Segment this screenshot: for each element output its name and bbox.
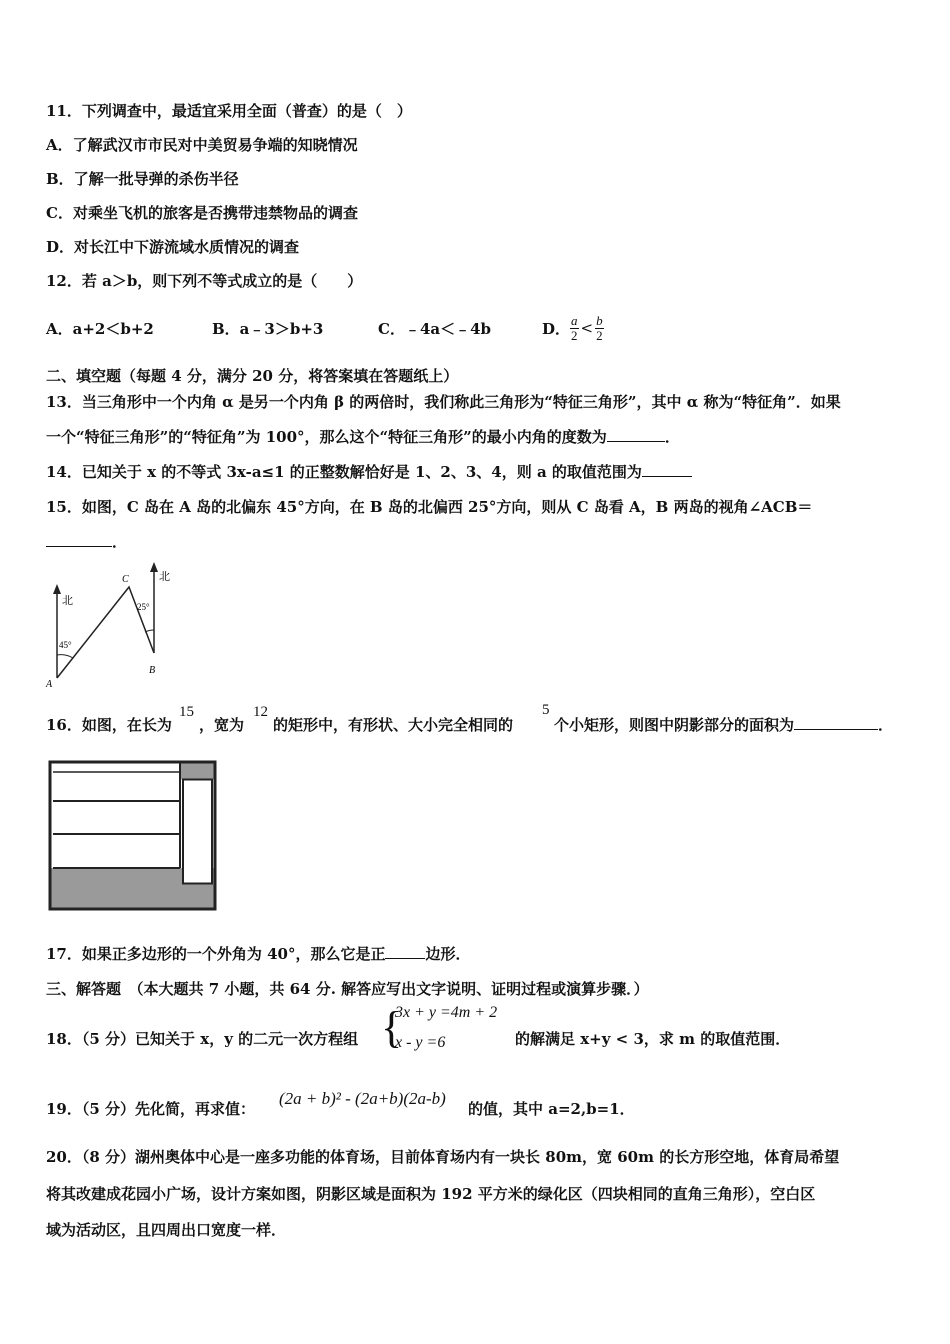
q11-option-c: C．对乘坐飞机的旅客是否携带违禁物品的调查 (46, 204, 358, 222)
point-label-c: C (122, 574, 129, 585)
shaded-region-top-right (180, 764, 214, 780)
q12-option-c: C．﹣4a＜﹣4b (378, 320, 492, 338)
q19-part1: 19．（5 分）先化简，再求值： (46, 1100, 256, 1118)
q12-option-d-label: D． (542, 319, 571, 338)
answer-blank (794, 715, 878, 730)
fraction-right-num: b (596, 312, 603, 328)
q13-line2-end: ． (664, 428, 680, 446)
north-arrow-b-icon (150, 562, 158, 572)
point-label-a: A (46, 679, 53, 690)
q16-part4-line (554, 715, 893, 735)
q14-text: 14．已知关于 x 的不等式 3x-a≤1 的正整数解恰好是 1、2、3、4，则 a 的取值范围为 (46, 463, 642, 481)
fraction-left (570, 314, 579, 343)
section-3-heading: 三、解答题 （本大题共 7 小题，共 64 分. 解答应写出文字说明、证明过程或演算步骤．） (46, 980, 649, 998)
fraction-left-num: a (571, 312, 578, 328)
fraction-right (595, 314, 604, 343)
q16-part1: 16．如图，在长为 (46, 716, 172, 734)
q12-option-a: A．a+2＜b+2 (46, 320, 154, 338)
q14-line (46, 462, 692, 482)
q11-stem: 11．下列调查中，最适宜采用全面（普查）的是（ ） (46, 102, 412, 120)
equation-2: x - y =6 (395, 1034, 446, 1051)
q18-part1: 18．（5 分）已知关于 x，y 的二元一次方程组 (46, 1030, 359, 1048)
q20-line3: 域为活动区，且四周出口宽度一样． (46, 1221, 287, 1239)
q12-option-d (542, 309, 604, 347)
q16-part4: 个小矩形，则图中阴影部分的面积为 (554, 716, 795, 734)
q16-figure (48, 760, 218, 912)
q12-option-b: B．a﹣3＞b+3 (212, 320, 324, 338)
q17-part1: 17．如果正多边形的一个外角为 40°，那么它是正 (46, 945, 386, 963)
north-label-a: 北 (62, 594, 73, 607)
q13-line2 (46, 427, 680, 447)
q16-part2: ，宽为 (199, 716, 245, 734)
q18-part2: 的解满足 x+y < 3，求 m 的取值范围． (515, 1030, 791, 1048)
q11-option-a: A．了解武汉市市民对中美贸易争端的知晓情况 (46, 136, 358, 154)
fraction-right-den: 2 (596, 327, 603, 343)
q16-length: 15 (179, 704, 194, 720)
q16-part3: 的矩形中，有形状、大小完全相同的 (273, 716, 514, 734)
q19-expression: (2a + b)² - (2a+b)(2a-b) (279, 1089, 446, 1108)
angle-arc-b (145, 630, 154, 632)
answer-blank (385, 944, 425, 959)
point-label-b: B (149, 665, 156, 676)
q12-stem: 12．若 a＞b，则下列不等式成立的是（ ） (46, 272, 363, 290)
fraction-left-den: 2 (571, 327, 578, 343)
q20-line1: 20．（8 分）湖州奥体中心是一座多功能的体育场，目前体育场内有一块长 80m，宽 60m 的长方形空地，体育局希望 (46, 1148, 840, 1166)
q17-part2: 边形． (425, 945, 471, 963)
q15-blank-line (46, 532, 127, 552)
q13-line1: 13．当三角形中一个内角 α 是另一个内角 β 的两倍时，我们称此三角形为“特征三角形”，其中 α 称为“特征角”．如果 (46, 393, 841, 411)
section-2-heading: 二、填空题（每题 4 分，满分 20 分，将答案填在答题纸上） (46, 367, 459, 385)
q20-line2: 将其改建成花园小广场，设计方案如图，阴影区域是面积为 192 平方米的绿化区（四块相同的直角三角形），空白区 (46, 1185, 816, 1203)
answer-blank (642, 462, 692, 477)
q16-count: 5 (542, 702, 550, 718)
q15-end: ． (112, 533, 128, 551)
q19-part2: 的值，其中 a=2,b=1． (468, 1100, 635, 1118)
less-than-sign: < (580, 319, 594, 337)
angle-arc-a (57, 655, 73, 658)
q11-option-d: D．对长江中下游流域水质情况的调查 (46, 238, 300, 256)
answer-blank (46, 532, 112, 547)
q15-figure (40, 560, 190, 690)
q13-line2-text: 一个“特征三角形”的“特征角”为 100°，那么这个“特征三角形”的最小内角的度数为 (46, 428, 607, 446)
north-arrow-a-icon (53, 584, 61, 594)
angle-label-25: 25° (137, 602, 150, 612)
q17-line (46, 944, 471, 964)
north-label-b: 北 (159, 570, 170, 583)
vertical-small-rectangle (183, 780, 212, 884)
q16-width: 12 (253, 704, 268, 720)
angle-label-45: 45° (59, 640, 72, 650)
q15-text: 15．如图，C 岛在 A 岛的北偏东 45°方向，在 B 岛的北偏西 25°方向，则从 C 岛看 A，B 两岛的视角∠ACB＝ (46, 498, 813, 516)
equation-brace: { (381, 1003, 403, 1052)
q11-option-b: B．了解一批导弹的杀伤半径 (46, 170, 239, 188)
equation-1: 3x + y =4m + 2 (395, 1004, 498, 1021)
q16-end: ． (878, 716, 894, 734)
answer-blank (607, 427, 665, 442)
